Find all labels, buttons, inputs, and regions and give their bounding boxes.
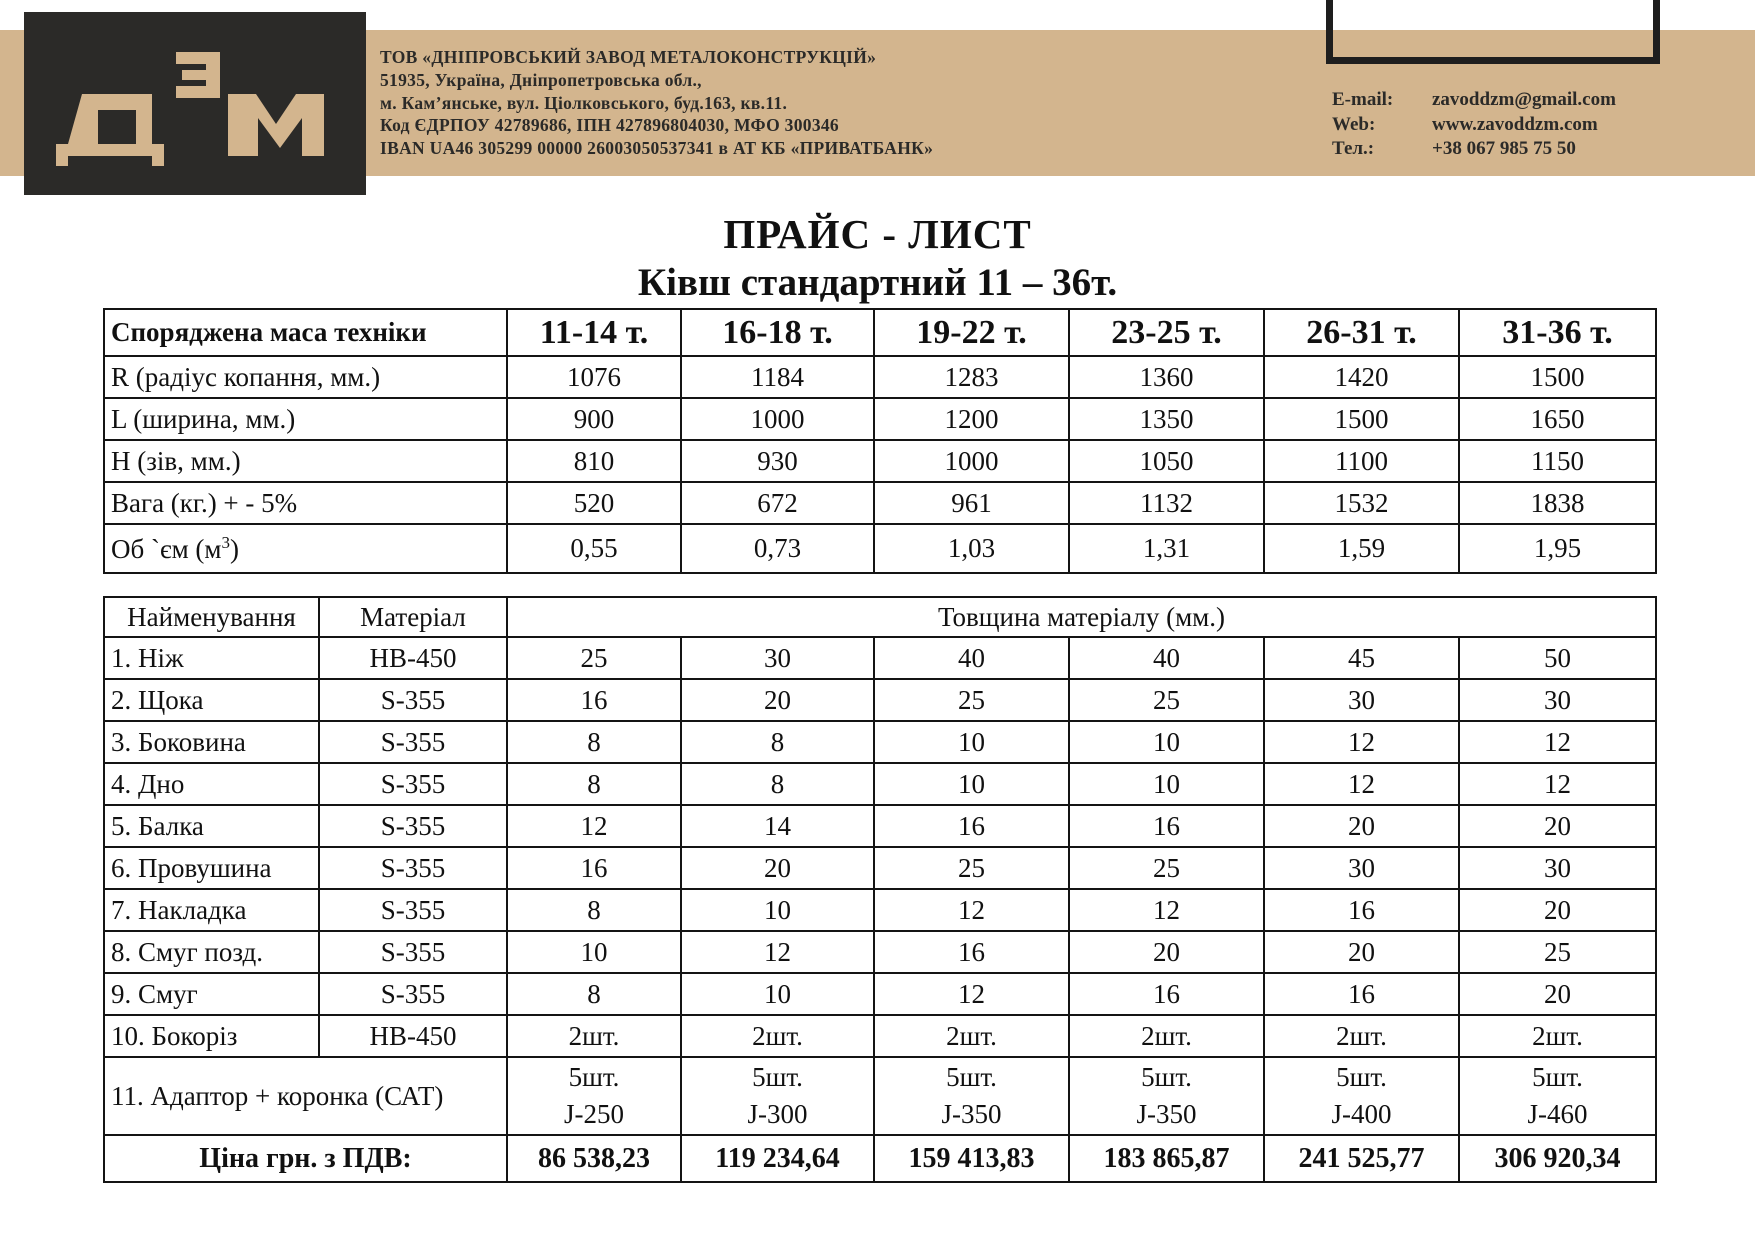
logo-dzm-icon bbox=[46, 52, 346, 172]
adapter-cell bbox=[681, 1057, 874, 1135]
table-row bbox=[104, 524, 1656, 573]
price-cell: 183 865,87 bbox=[1069, 1135, 1264, 1182]
col-name-header: Найменування bbox=[104, 597, 319, 637]
cell: 12 bbox=[1264, 721, 1459, 763]
cell: 2шт. bbox=[1264, 1015, 1459, 1057]
row-label: Вага (кг.) + - 5% bbox=[104, 482, 507, 524]
price-cell: 86 538,23 bbox=[507, 1135, 681, 1182]
cell: 30 bbox=[1459, 847, 1656, 889]
cell: 20 bbox=[681, 847, 874, 889]
company-details bbox=[380, 46, 1180, 160]
cell: 1200 bbox=[874, 398, 1069, 440]
table-row bbox=[104, 847, 1656, 889]
cell: 1000 bbox=[681, 398, 874, 440]
cell: 930 bbox=[681, 440, 874, 482]
cell: 16 bbox=[874, 931, 1069, 973]
item-name: 2. Щока bbox=[104, 679, 319, 721]
item-name: 1. Ніж bbox=[104, 637, 319, 679]
cell: 8 bbox=[507, 721, 681, 763]
size-header: 31-36 т. bbox=[1459, 309, 1656, 356]
price-label: Ціна грн. з ПДВ: bbox=[104, 1135, 507, 1182]
cell: 0,55 bbox=[507, 524, 681, 573]
company-name: ТОВ «ДНІПРОВСЬКИЙ ЗАВОД МЕТАЛОКОНСТРУКЦІЙ» bbox=[380, 47, 877, 67]
price-cell: 306 920,34 bbox=[1459, 1135, 1656, 1182]
cell: 1,95 bbox=[1459, 524, 1656, 573]
cell: 672 bbox=[681, 482, 874, 524]
cell: 16 bbox=[507, 679, 681, 721]
size-header: 26-31 т. bbox=[1264, 309, 1459, 356]
materials-table bbox=[103, 596, 1657, 1183]
size-header: 23-25 т. bbox=[1069, 309, 1264, 356]
cell: 16 bbox=[1264, 889, 1459, 931]
adapter-qty: 5шт. bbox=[568, 1062, 620, 1092]
adapter-model: J-300 bbox=[747, 1099, 808, 1129]
cell: 8 bbox=[681, 721, 874, 763]
cell: 520 bbox=[507, 482, 681, 524]
item-name: 10. Бокоріз bbox=[104, 1015, 319, 1057]
item-material: S-355 bbox=[319, 721, 507, 763]
size-header: 19-22 т. bbox=[874, 309, 1069, 356]
cell: 1,31 bbox=[1069, 524, 1264, 573]
cell: 25 bbox=[874, 679, 1069, 721]
row-label: R (радіус копання, мм.) bbox=[104, 356, 507, 398]
email-label: E-mail: bbox=[1332, 89, 1394, 110]
cell: 20 bbox=[1459, 805, 1656, 847]
cell: 1360 bbox=[1069, 356, 1264, 398]
cell: 14 bbox=[681, 805, 874, 847]
item-material: S-355 bbox=[319, 931, 507, 973]
cell: 12 bbox=[1459, 763, 1656, 805]
cell: 30 bbox=[681, 637, 874, 679]
adapter-qty: 5шт. bbox=[946, 1062, 997, 1092]
contacts-block bbox=[1332, 88, 1742, 162]
price-cell: 119 234,64 bbox=[681, 1135, 874, 1182]
cell: 10 bbox=[1069, 763, 1264, 805]
stamp-frame bbox=[1326, 0, 1660, 64]
volume-sup: 3 bbox=[221, 532, 230, 552]
cell: 20 bbox=[1264, 805, 1459, 847]
cell: 25 bbox=[1069, 679, 1264, 721]
cell: 961 bbox=[874, 482, 1069, 524]
cell: 25 bbox=[874, 847, 1069, 889]
cell: 10 bbox=[1069, 721, 1264, 763]
table-row bbox=[104, 482, 1656, 524]
table-row bbox=[104, 679, 1656, 721]
cell: 50 bbox=[1459, 637, 1656, 679]
cell: 16 bbox=[1264, 973, 1459, 1015]
cell: 1,59 bbox=[1264, 524, 1459, 573]
adapter-qty: 5шт. bbox=[1336, 1062, 1387, 1092]
cell: 10 bbox=[874, 763, 1069, 805]
adapter-model: J-250 bbox=[564, 1099, 624, 1129]
company-logo bbox=[24, 12, 366, 195]
adapter-cell bbox=[874, 1057, 1069, 1135]
item-name: 8. Смуг позд. bbox=[104, 931, 319, 973]
cell: 30 bbox=[1459, 679, 1656, 721]
cell: 40 bbox=[874, 637, 1069, 679]
company-address-line: м. Кам’янське, вул. Ціолковського, буд.163, кв.11. bbox=[380, 92, 788, 113]
cell: 25 bbox=[1069, 847, 1264, 889]
table-row bbox=[104, 637, 1656, 679]
cell: 20 bbox=[1459, 973, 1656, 1015]
cell: 1150 bbox=[1459, 440, 1656, 482]
cell: 1500 bbox=[1264, 398, 1459, 440]
table-row bbox=[104, 805, 1656, 847]
cell: 900 bbox=[507, 398, 681, 440]
adapter-qty: 5шт. bbox=[1141, 1062, 1192, 1092]
cell: 8 bbox=[681, 763, 874, 805]
item-name: 3. Боковина bbox=[104, 721, 319, 763]
cell: 16 bbox=[507, 847, 681, 889]
cell: 1838 bbox=[1459, 482, 1656, 524]
cell: 2шт. bbox=[507, 1015, 681, 1057]
cell: 25 bbox=[1459, 931, 1656, 973]
adapter-model: J-400 bbox=[1331, 1099, 1392, 1129]
item-material: НВ-450 bbox=[319, 637, 507, 679]
cell: 20 bbox=[1069, 931, 1264, 973]
table-row bbox=[104, 931, 1656, 973]
table-row bbox=[104, 889, 1656, 931]
size-header: 11-14 т. bbox=[507, 309, 681, 356]
cell: 810 bbox=[507, 440, 681, 482]
volume-label: Об `єм (м bbox=[111, 533, 222, 564]
cell: 30 bbox=[1264, 847, 1459, 889]
item-material: S-355 bbox=[319, 763, 507, 805]
cell: 16 bbox=[1069, 805, 1264, 847]
size-header: 16-18 т. bbox=[681, 309, 874, 356]
cell: 12 bbox=[1069, 889, 1264, 931]
item-material: S-355 bbox=[319, 805, 507, 847]
phone-label: Тел.: bbox=[1332, 138, 1375, 159]
web-value[interactable]: www.zavoddzm.com bbox=[1432, 113, 1598, 135]
cell: 8 bbox=[507, 889, 681, 931]
adapter-qty: 5шт. bbox=[1532, 1062, 1583, 1092]
col-thickness-header: Товщина матеріалу (мм.) bbox=[507, 597, 1656, 637]
cell: 1500 bbox=[1459, 356, 1656, 398]
col-material-header: Матеріал bbox=[319, 597, 507, 637]
company-address-line: 51935, Україна, Дніпропетровська обл., bbox=[380, 69, 702, 90]
specs-table bbox=[103, 308, 1657, 574]
materials-header-row bbox=[104, 597, 1656, 637]
cell: 16 bbox=[1069, 973, 1264, 1015]
cell: 1132 bbox=[1069, 482, 1264, 524]
cell: 1350 bbox=[1069, 398, 1264, 440]
item-material: S-355 bbox=[319, 973, 507, 1015]
phone-value: +38 067 985 75 50 bbox=[1432, 138, 1576, 159]
row-label: H (зів, мм.) bbox=[104, 440, 507, 482]
company-iban: IBAN UA46 305299 00000 26003050537341 в АТ КБ «ПРИВАТБАНК» bbox=[380, 138, 934, 159]
cell: 45 bbox=[1264, 637, 1459, 679]
cell: 2шт. bbox=[874, 1015, 1069, 1057]
cell: 12 bbox=[874, 973, 1069, 1015]
cell: 0,73 bbox=[681, 524, 874, 573]
cell: 20 bbox=[1459, 889, 1656, 931]
price-cell: 159 413,83 bbox=[874, 1135, 1069, 1182]
table-row bbox=[104, 721, 1656, 763]
cell: 10 bbox=[507, 931, 681, 973]
page-title: ПРАЙС - ЛИСТ bbox=[723, 211, 1032, 257]
cell: 16 bbox=[874, 805, 1069, 847]
cell: 12 bbox=[1459, 721, 1656, 763]
item-name: 11. Адаптор + коронка (САТ) bbox=[104, 1057, 507, 1135]
price-row bbox=[104, 1135, 1656, 1182]
item-name: 6. Провушина bbox=[104, 847, 319, 889]
cell: 12 bbox=[507, 805, 681, 847]
cell: 1100 bbox=[1264, 440, 1459, 482]
adapter-cell bbox=[1264, 1057, 1459, 1135]
item-name: 4. Дно bbox=[104, 763, 319, 805]
web-label: Web: bbox=[1332, 113, 1376, 135]
adapter-qty: 5шт. bbox=[752, 1062, 803, 1092]
row-label: L (ширина, мм.) bbox=[104, 398, 507, 440]
table-row bbox=[104, 440, 1656, 482]
table-row bbox=[104, 763, 1656, 805]
cell: 30 bbox=[1264, 679, 1459, 721]
cell: 2шт. bbox=[1069, 1015, 1264, 1057]
cell: 1050 bbox=[1069, 440, 1264, 482]
adapter-cell bbox=[1069, 1057, 1264, 1135]
cell: 8 bbox=[507, 763, 681, 805]
row-label-volume bbox=[104, 524, 507, 573]
cell: 10 bbox=[681, 889, 874, 931]
cell: 2шт. bbox=[681, 1015, 874, 1057]
cell: 10 bbox=[874, 721, 1069, 763]
cell: 20 bbox=[1264, 931, 1459, 973]
table-row bbox=[104, 1015, 1656, 1057]
cell: 1184 bbox=[681, 356, 874, 398]
cell: 1650 bbox=[1459, 398, 1656, 440]
item-name: 9. Смуг bbox=[104, 973, 319, 1015]
item-material: НВ-450 bbox=[319, 1015, 507, 1057]
table-row bbox=[104, 398, 1656, 440]
cell: 1532 bbox=[1264, 482, 1459, 524]
item-name: 7. Накладка bbox=[104, 889, 319, 931]
cell: 1283 bbox=[874, 356, 1069, 398]
cell: 40 bbox=[1069, 637, 1264, 679]
item-material: S-355 bbox=[319, 847, 507, 889]
price-cell: 241 525,77 bbox=[1264, 1135, 1459, 1182]
page-subtitle: Ківш стандартний 11 – 36т. bbox=[637, 261, 1118, 304]
cell: 12 bbox=[1264, 763, 1459, 805]
cell: 1,03 bbox=[874, 524, 1069, 573]
cell: 1420 bbox=[1264, 356, 1459, 398]
cell: 12 bbox=[874, 889, 1069, 931]
item-material: S-355 bbox=[319, 889, 507, 931]
email-value[interactable]: zavoddzm@gmail.com bbox=[1432, 89, 1616, 110]
table-row bbox=[104, 356, 1656, 398]
item-material: S-355 bbox=[319, 679, 507, 721]
adapter-model: J-350 bbox=[941, 1099, 1002, 1129]
table-row bbox=[104, 973, 1656, 1015]
specs-caption: Споряджена маса техніки bbox=[104, 309, 507, 356]
cell: 10 bbox=[681, 973, 874, 1015]
cell: 20 bbox=[681, 679, 874, 721]
volume-label-end: ) bbox=[229, 533, 239, 564]
company-codes: Код ЄДРПОУ 42789686, ІПН 427896804030, МФО 300346 bbox=[380, 115, 839, 136]
cell: 1076 bbox=[507, 356, 681, 398]
cell: 12 bbox=[681, 931, 874, 973]
cell: 8 bbox=[507, 973, 681, 1015]
item-name: 5. Балка bbox=[104, 805, 319, 847]
adapter-model: J-460 bbox=[1527, 1099, 1588, 1129]
cell: 25 bbox=[507, 637, 681, 679]
specs-header-row bbox=[104, 309, 1656, 356]
adapter-cell bbox=[1459, 1057, 1656, 1135]
adapter-model: J-350 bbox=[1136, 1099, 1197, 1129]
table-row bbox=[104, 1057, 1656, 1135]
cell: 2шт. bbox=[1459, 1015, 1656, 1057]
cell: 1000 bbox=[874, 440, 1069, 482]
adapter-cell bbox=[507, 1057, 681, 1135]
